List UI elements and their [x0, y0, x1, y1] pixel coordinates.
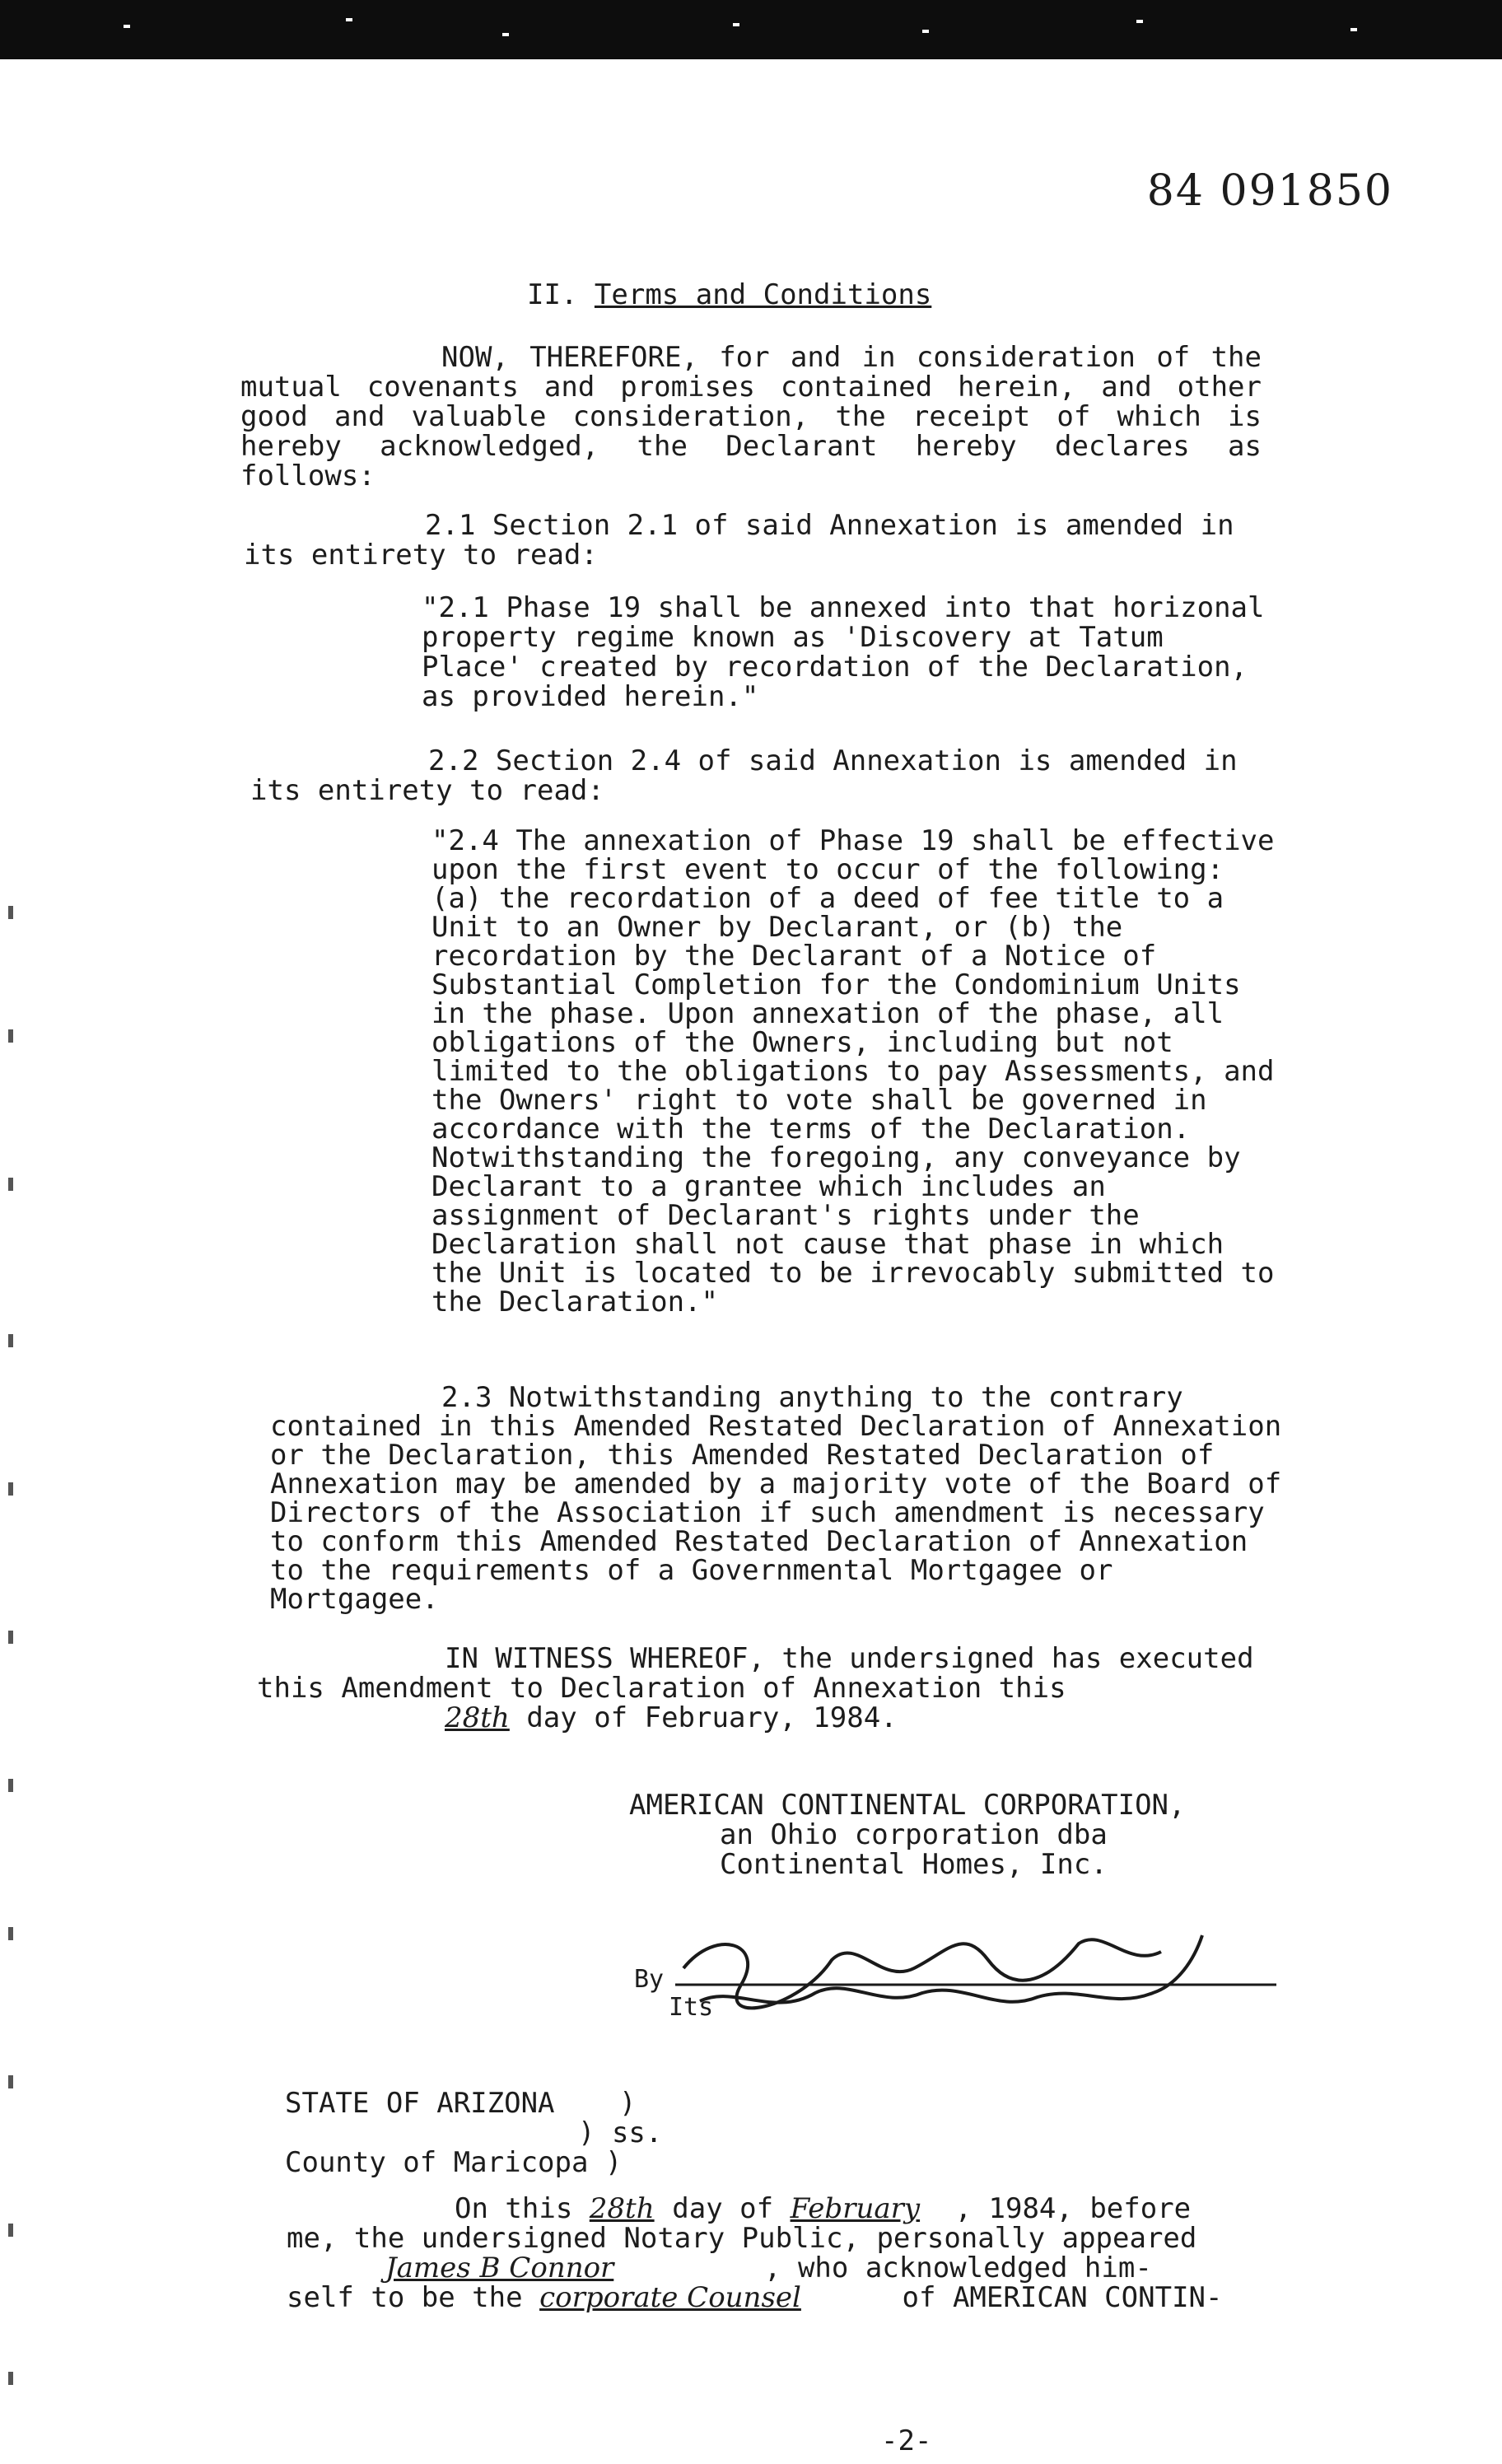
venue-state-line [285, 2088, 779, 2118]
notary-line-1 [287, 2194, 1308, 2224]
section-2-1-quote-text: "2.1 Phase 19 shall be annexed into that horizonal property regime known as 'Discovery at Tatum Place' created by recordation of the Declaration, as provided herein." [422, 591, 1265, 713]
handwritten-notary-title: corporate Counsel [539, 2281, 801, 2314]
venue-paren: ) [619, 2087, 637, 2120]
notary-year-text: , 1984, before [954, 2192, 1192, 2225]
notary-company-text: of AMERICAN CONTIN- [902, 2281, 1223, 2314]
notary-day-of: day of [672, 2192, 774, 2225]
intro-paragraph [240, 343, 1262, 491]
intro-text: NOW, THEREFORE, for and in consideration of the mutual covenants and promises contained herein, and other good and valuable consideration, the receipt of which is hereby acknowledged, the Declarant hereby declares as follows: [240, 341, 1262, 492]
signature-its-label: Its [669, 1993, 714, 2022]
handwritten-notary-name: James B Connor [385, 2252, 614, 2284]
witness-clause [257, 1644, 1294, 1733]
section-2-3-paragraph [270, 1381, 1288, 1616]
section-2-1-intro-text: 2.1 Section 2.1 of said Annexation is amended in its entirety to read: [244, 509, 1234, 572]
section-2-2-intro-text: 2.2 Section 2.4 of said Annexation is amended in its entirety to read: [250, 744, 1238, 807]
handwritten-signature [667, 1911, 1293, 2042]
notary-acknowledged-text: , who acknowledged him- [764, 2252, 1152, 2284]
handwritten-notary-day: 28th [589, 2192, 655, 2225]
section-2-3-text: 2.3 Notwithstanding anything to the contrary contained in this Amended Restated Declaration of Annexation or the Declaration, this Amended Restated Declaration of Annexation may be amended by a majority vote of the Board of Directors of the Association if such amendment is necessary to conform this Amended Restated Declaration of Annexation to the requirements of a Governmental Mortgagee or Mortgagee. [270, 1381, 1282, 1616]
section-title: Terms and Conditions [594, 278, 932, 311]
section-2-4-quote-text: "2.4 The annexation of Phase 19 shall be effective upon the first event to occur of the following: (a) the recordation of a deed of fee title to a Unit to an Owner by Declarant, or (b) the recordation by the Declarant of a Notice of Substantial Completion for the Condominium Units in the phase. Upon annexation of the phase, all obligations of the Owners, including but not limited to the obligations to pay Assessments, and the Owners' right to vote shall be governed in accordance with the terms of the Declaration. Notwithstanding the foregoing, any conveyance by Declarant to a grantee which includes an assignment of Declarant's rights under the Declaration shall not cause that phase in which the Unit is located to be irrevocably submitted to the Declaration." [431, 824, 1275, 1318]
section-2-1-intro [244, 511, 1268, 570]
section-2-1-quote [422, 593, 1271, 712]
handwritten-witness-day: 28th [445, 1701, 510, 1734]
venue-county: County of Maricopa ) [285, 2146, 623, 2179]
document-number: 84 091850 [1146, 166, 1393, 216]
witness-text: IN WITNESS WHEREOF, the undersigned has executed this Amendment to Declaration of Annexation this [257, 1642, 1254, 1705]
scan-left-edge-marks [0, 906, 33, 2454]
section-2-4-quote [431, 824, 1288, 1318]
notary-acknowledgment [287, 2194, 1308, 2312]
notary-line-2: me, the undersigned Notary Public, personally appeared [287, 2222, 1197, 2255]
page-number: -2- [881, 2424, 932, 2457]
venue-ss: ) ss. [578, 2116, 663, 2149]
section-2-2-intro [250, 746, 1275, 805]
notary-self-text: self to be the [287, 2281, 523, 2314]
witness-date-text: day of February, 1984. [526, 1701, 898, 1734]
venue-state: STATE OF ARIZONA [285, 2087, 555, 2120]
notary-line-4 [287, 2283, 1308, 2312]
section-numeral: II. [527, 278, 578, 311]
company-name: AMERICAN CONTINENTAL CORPORATION, [629, 1789, 1186, 1822]
company-dba-line: Continental Homes, Inc. [720, 1848, 1108, 1881]
handwritten-notary-month: February [790, 2192, 921, 2225]
company-state-line: an Ohio corporation dba [720, 1818, 1108, 1851]
section-heading [527, 278, 931, 311]
company-block [629, 1790, 1288, 1879]
scan-top-border [0, 0, 1502, 59]
notary-line-3 [287, 2253, 1308, 2283]
notary-on-this: On this [455, 2192, 573, 2225]
venue-block [285, 2088, 779, 2177]
signature-by-label: By [634, 1965, 665, 1994]
